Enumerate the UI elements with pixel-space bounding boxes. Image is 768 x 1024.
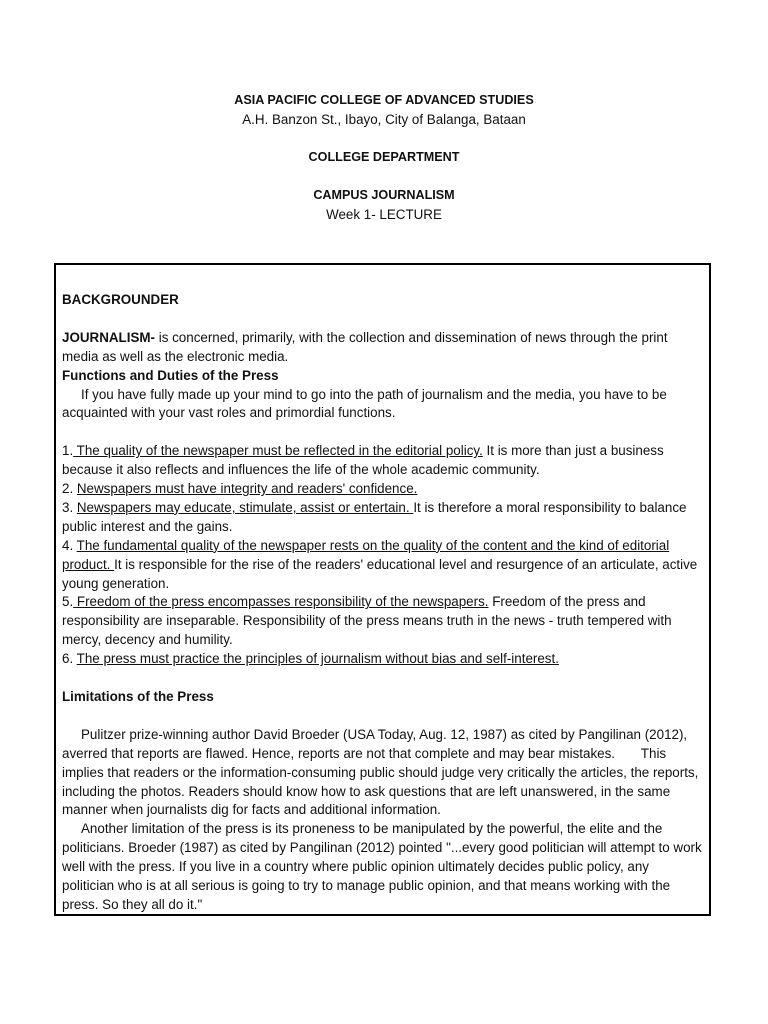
item-number: 3. bbox=[62, 499, 77, 515]
item-underlined: The fundamental quality of the newspaper rests on the quality of the content and the kind of editorial product. bbox=[62, 537, 670, 572]
department-title: COLLEGE DEPARTMENT bbox=[308, 150, 460, 164]
section-title: BACKGROUNDER bbox=[62, 292, 179, 307]
item-text: It is therefore a moral responsibility to balance public interest and the gains. bbox=[62, 499, 687, 534]
list-item bbox=[62, 650, 703, 669]
item-text: Freedom of the press and responsibility are inseparable. Responsibility of the press means truth in the news - truth tempered with mercy, decency and humility. bbox=[62, 594, 672, 648]
content-box bbox=[54, 263, 711, 916]
item-underlined: Freedom of the press encompasses responsibility of the newspapers. bbox=[73, 594, 489, 610]
item-number: 1. bbox=[62, 443, 74, 459]
week-label: Week 1- LECTURE bbox=[326, 207, 442, 222]
item-number: 5. bbox=[62, 594, 74, 610]
journalism-def-text: is concerned, primarily, with the collection and dissemination of news through the print media as well as the electronic media. bbox=[62, 329, 668, 364]
item-number: 4. bbox=[62, 537, 77, 553]
journalism-definition bbox=[62, 329, 703, 367]
item-underlined: The quality of the newspaper must be reflected in the editorial policy. bbox=[73, 443, 483, 459]
list-item bbox=[62, 480, 703, 499]
item-underlined: The press must practice the principles of journalism without bias and self-interest. bbox=[76, 651, 559, 667]
item-number: 6. bbox=[62, 651, 77, 667]
limitations-paragraph-2: Another limitation of the press is its proneness to be manipulated by the powerful, the elite and the politicians. Broeder (1987) as cited by Pangilinan (2012) pointed "...every good politician will attempt to work well with the press. If you live in a country where public opinion ultimately decides public policy, any politician who is at all serious is going to try to manage public opinion, and that means working with the press. So they all do it." bbox=[62, 821, 702, 912]
list-item bbox=[62, 593, 703, 650]
functions-heading: Functions and Duties of the Press bbox=[62, 367, 279, 383]
item-number: 2. bbox=[62, 481, 77, 497]
item-text: It is responsible for the rise of the readers' educational level and resurgence of an articulate, active young generation. bbox=[62, 556, 698, 591]
list-item bbox=[62, 499, 703, 537]
school-address: A.H. Banzon St., Ibayo, City of Balanga, Bataan bbox=[242, 112, 526, 127]
document-header bbox=[0, 91, 768, 224]
item-underlined: Newspapers must have integrity and readers' confidence. bbox=[76, 481, 418, 497]
journalism-term: JOURNALISM- bbox=[62, 329, 155, 345]
item-underlined: Newspapers may educate, stimulate, assist or entertain. bbox=[76, 499, 414, 515]
limitations-heading: Limitations of the Press bbox=[62, 688, 214, 704]
list-item bbox=[62, 537, 703, 594]
school-name: ASIA PACIFIC COLLEGE OF ADVANCED STUDIES bbox=[234, 93, 534, 107]
functions-intro: If you have fully made up your mind to go into the path of journalism and the media, you have to be acquainted with your vast roles and primordial functions. bbox=[62, 386, 667, 421]
course-title: CAMPUS JOURNALISM bbox=[313, 188, 455, 202]
list-item bbox=[62, 442, 703, 480]
limitations-paragraph-1: Pulitzer prize-winning author David Broeder (USA Today, Aug. 12, 1987) as cited by Pangilinan (2012), averred that reports are flawed. Hence, reports are not that complete and may bear mistakes. This implies that readers or the information-consuming public should judge very critically the articles, the reports, including the photos. Readers should know how to ask questions that are left unanswered, in the same manner when journalists dig for facts and additional information. bbox=[62, 726, 703, 818]
item-text: It is more than just a business because it also reflects and influences the life of the whole academic community. bbox=[62, 443, 664, 478]
